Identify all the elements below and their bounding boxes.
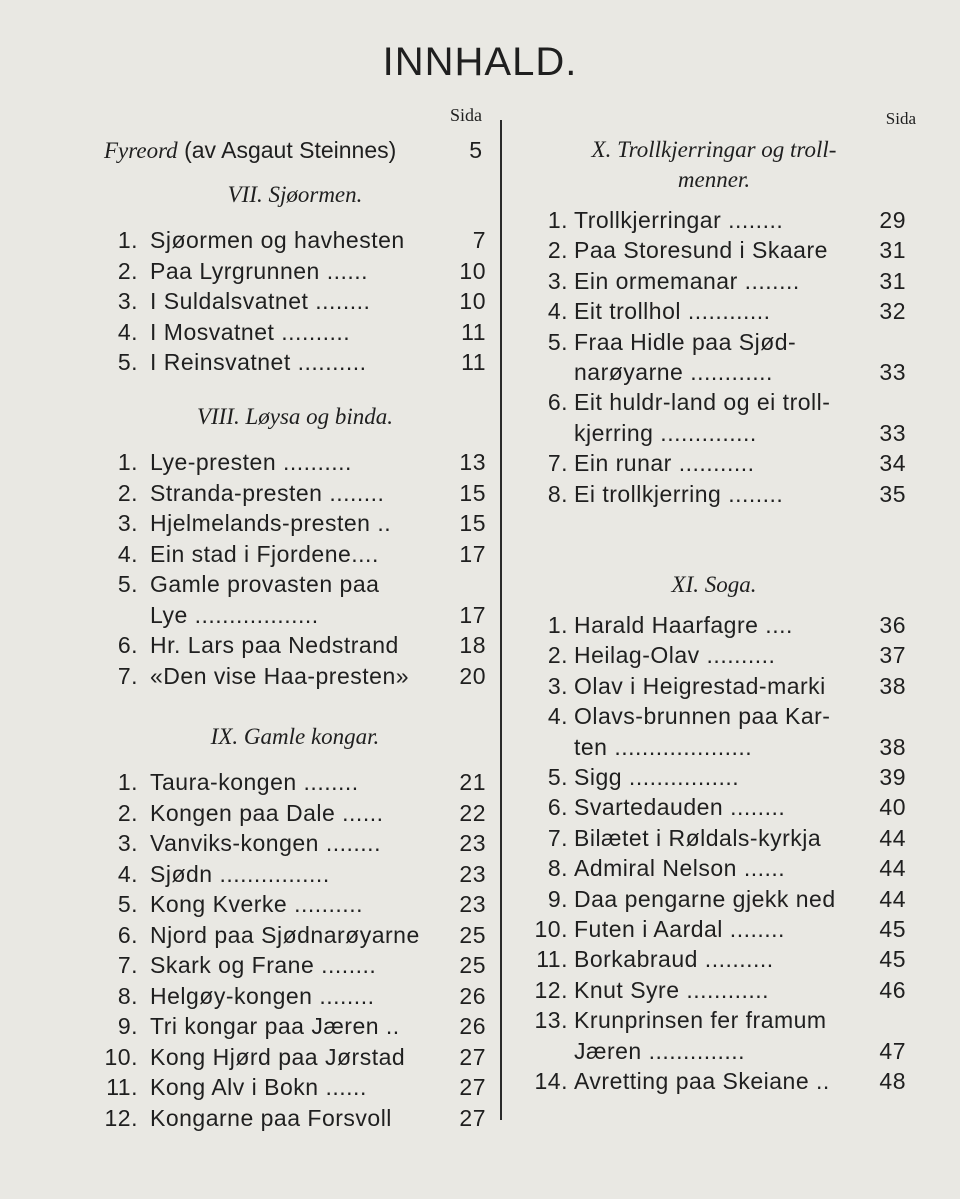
column-divider [500,120,502,1120]
entry-number: 7. [547,825,568,851]
entry-title: Olav i Heigrestad-marki [574,673,826,699]
entry-title: Taura-kongen ........ [150,769,359,795]
toc-entry [518,205,910,235]
toc-entry [100,630,490,660]
entry-page: 38 [879,673,906,699]
entry-number: 3. [117,288,138,314]
toc-entry [100,798,490,828]
entry-number: 5. [547,764,568,790]
entry-number: 2. [547,237,568,263]
entry-title: I Mosvatnet .......... [150,319,351,345]
entry-title: Njord paa Sjødnarøyarne [150,922,420,948]
entry-title: I Reinsvatnet .......... [150,349,367,375]
entry-number: 12. [104,1105,138,1131]
toc-entry [100,347,490,377]
page-title: INNHALD. [382,40,578,84]
toc-entry [518,792,910,822]
entry-title: Lye-presten .......... [150,449,352,475]
entry-title: Borkabraud .......... [574,946,774,972]
entry-title: kjerring .............. [574,420,757,446]
toc-entry [518,732,910,762]
entry-page: 26 [459,1013,486,1039]
toc-entry [518,235,910,265]
toc-entry [518,640,910,670]
entry-number: 4. [547,298,568,324]
toc-entry [100,600,490,630]
entry-title: Paa Lyrgrunnen ...... [150,258,369,284]
entry-number: 6. [117,922,138,948]
toc-entry [518,975,910,1005]
toc-entry [100,1103,490,1133]
entry-title: Kong Alv i Bokn ...... [150,1074,367,1100]
toc-entry [100,1011,490,1041]
entry-title: «Den vise Haa-presten» [150,663,410,689]
entry-page: 7 [472,227,486,253]
toc-entry [100,225,490,255]
entry-page: 44 [879,886,906,912]
entry-number: 13. [534,1007,568,1033]
entry-page: 37 [879,642,906,668]
toc-entry [518,387,910,417]
toc-entry [100,256,490,286]
entry-page: 35 [879,481,906,507]
entry-title: Jæren .............. [574,1038,746,1064]
entry-page: 33 [879,359,906,385]
toc-entry [100,950,490,980]
entry-title: narøyarne ............ [574,359,773,385]
entry-number: 3. [117,510,138,536]
entry-number: 1. [117,227,138,253]
entry-title: Ei trollkjerring ........ [574,481,784,507]
entry-title: Kong Kverke .......... [150,891,363,917]
toc-entry [518,944,910,974]
entry-number: 4. [117,319,138,345]
entry-page: 11 [461,349,486,375]
entry-number: 8. [117,983,138,1009]
toc-entry [518,671,910,701]
entry-number: 4. [547,703,568,729]
toc-entry [100,286,490,316]
entry-page: 44 [879,825,906,851]
entry-page: 21 [459,769,486,795]
entry-page: 44 [879,855,906,881]
entry-page: 40 [879,794,906,820]
entry-page: 32 [879,298,906,324]
toc-entry [518,1066,910,1096]
section-heading: menner. [677,167,751,192]
entry-page: 46 [879,977,906,1003]
toc-entry [518,296,910,326]
entry-page: 38 [879,734,906,760]
entry-number: 9. [117,1013,138,1039]
section-heading: X. Trollkjerringar og troll- [591,137,837,162]
entry-page: 33 [879,420,906,446]
entry-title: Helgøy-kongen ........ [150,983,375,1009]
sida-label: Sida [449,105,482,125]
entry-page: 29 [879,207,906,233]
entry-number: 11. [536,946,568,972]
entry-number: 14. [534,1068,568,1094]
toc-entry [518,357,910,387]
entry-title: Ein ormemanar ........ [574,268,800,294]
entry-number: 6. [117,632,138,658]
entry-title: Skark og Frane ........ [150,952,377,978]
toc-entry [518,853,910,883]
entry-page: 11 [461,319,486,345]
entry-number: 2. [117,800,138,826]
entry-page: 20 [459,663,486,689]
entry-title: Ein stad i Fjordene.... [150,541,379,567]
toc-entry [100,1042,490,1072]
entry-page: 25 [459,952,486,978]
entry-page: 13 [459,449,486,475]
sida-label: Sida [885,109,916,128]
entry-page: 10 [459,288,486,314]
toc-entry [100,661,490,691]
entry-page: 26 [459,983,486,1009]
toc-entry [100,828,490,858]
entry-number: 1. [547,612,568,638]
entry-title: Avretting paa Skeiane .. [574,1068,830,1094]
entry-title: Gamle provasten paa [150,571,380,597]
toc-entry [100,1072,490,1102]
entry-page: 39 [879,764,906,790]
entry-number: 11. [106,1074,138,1100]
entry-page: 15 [459,510,486,536]
entry-number: 5. [117,891,138,917]
entry-title: Fraa Hidle paa Sjød- [574,329,797,355]
toc-entry [100,920,490,950]
entry-number: 6. [547,794,568,820]
entry-number: 7. [117,663,138,689]
entry-title: Hjelmelands-presten .. [150,510,392,536]
entry-number: 6. [547,389,568,415]
entry-page: 25 [459,922,486,948]
entry-title: Kong Hjørd paa Jørstad [150,1044,406,1070]
entry-page: 27 [459,1105,486,1131]
toc-entry [100,859,490,889]
toc-entry [100,569,490,599]
entry-number: 2. [117,480,138,506]
entry-number: 9. [547,886,568,912]
entry-number: 10. [534,916,568,942]
entry-title: Futen i Aardal ........ [574,916,785,942]
toc-entry [100,539,490,569]
entry-title: ten .................... [574,734,753,760]
section-heading: IX. Gamle kongar. [210,724,380,749]
entry-title: Sjødn ................ [150,861,330,887]
toc-entry [518,479,910,509]
entry-page: 15 [459,480,486,506]
entry-page: 23 [459,830,486,856]
entry-title: Heilag-Olav .......... [574,642,776,668]
toc-entry [518,762,910,792]
entry-page: 17 [459,602,486,628]
entry-title: Knut Syre ............ [574,977,770,1003]
toc-entry [100,447,490,477]
entry-page: 31 [879,268,906,294]
entry-page: 17 [459,541,486,567]
fyreord-entry [100,135,490,165]
entry-page: 47 [879,1038,906,1064]
entry-number: 2. [117,258,138,284]
entry-title: Tri kongar paa Jæren .. [150,1013,400,1039]
entry-title: Bilætet i Røldals-kyrkja [574,825,822,851]
entry-page: 34 [879,450,906,476]
section-heading: XI. Soga. [671,572,757,597]
entry-number: 8. [547,481,568,507]
entry-page: 48 [879,1068,906,1094]
entry-title: Hr. Lars paa Nedstrand [150,632,399,658]
entry-number: 1. [117,449,138,475]
toc-entry [518,327,910,357]
entry-page: 45 [879,916,906,942]
entry-number: 1. [117,769,138,795]
toc-entry [100,767,490,797]
toc-entry [518,701,910,731]
entry-title: Kongen paa Dale ...... [150,800,384,826]
toc-entry [100,478,490,508]
fyreord-author: (av Asgaut Steinnes) [184,137,397,163]
entry-title: Eit huldr-land og ei troll- [574,389,831,415]
entry-title: Paa Storesund i Skaare [574,237,828,263]
entry-title: Sigg ................ [574,764,740,790]
toc-entry [518,418,910,448]
entry-number: 3. [547,268,568,294]
section-heading: VIII. Løysa og binda. [196,404,394,429]
entry-title: Kongarne paa Forsvoll [150,1105,392,1131]
entry-number: 4. [117,541,138,567]
entry-title: Eit trollhol ............ [574,298,771,324]
entry-page: 31 [879,237,906,263]
entry-page: 22 [459,800,486,826]
entry-title: Svartedauden ........ [574,794,786,820]
entry-title: Sjøormen og havhesten [150,227,405,253]
entry-title: Stranda-presten ........ [150,480,385,506]
entry-title: Admiral Nelson ...... [574,855,786,881]
toc-entry [100,317,490,347]
toc-entry [518,448,910,478]
entry-number: 7. [117,952,138,978]
toc-entry [518,1005,910,1035]
entry-title: Trollkjerringar ........ [574,207,784,233]
entry-number: 3. [547,673,568,699]
toc-entry [518,884,910,914]
entry-title: Daa pengarne gjekk ned [574,886,836,912]
fyreord-title: Fyreord [104,138,178,163]
entry-title: Lye .................. [150,602,319,628]
entry-number: 5. [117,571,138,597]
entry-number: 5. [117,349,138,375]
entry-page: 27 [459,1074,486,1100]
entry-number: 2. [547,642,568,668]
entry-page: 23 [459,891,486,917]
entry-number: 12. [534,977,568,1003]
entry-page: 45 [879,946,906,972]
entry-title: Krunprinsen fer framum [574,1007,827,1033]
entry-page: 10 [459,258,486,284]
toc-entry [518,610,910,640]
toc-entry [518,914,910,944]
entry-title: Ein runar ........... [574,450,755,476]
entry-number: 7. [547,450,568,476]
toc-entry [100,889,490,919]
toc-entry [518,1036,910,1066]
entry-title: Harald Haarfagre .... [574,612,793,638]
toc-entry [100,508,490,538]
fyreord-page: 5 [469,137,482,163]
entry-title: Olavs-brunnen paa Kar- [574,703,831,729]
toc-entry [518,266,910,296]
entry-title: Vanviks-kongen ........ [150,830,381,856]
entry-number: 10. [104,1044,138,1070]
toc-entry [100,981,490,1011]
entry-number: 3. [117,830,138,856]
section-heading: VII. Sjøormen. [227,182,363,207]
entry-page: 27 [459,1044,486,1070]
entry-page: 23 [459,861,486,887]
entry-number: 1. [547,207,568,233]
entry-page: 36 [879,612,906,638]
entry-title: I Suldalsvatnet ........ [150,288,371,314]
entry-page: 18 [459,632,486,658]
entry-number: 8. [547,855,568,881]
entry-number: 5. [547,329,568,355]
entry-number: 4. [117,861,138,887]
toc-entry [518,823,910,853]
